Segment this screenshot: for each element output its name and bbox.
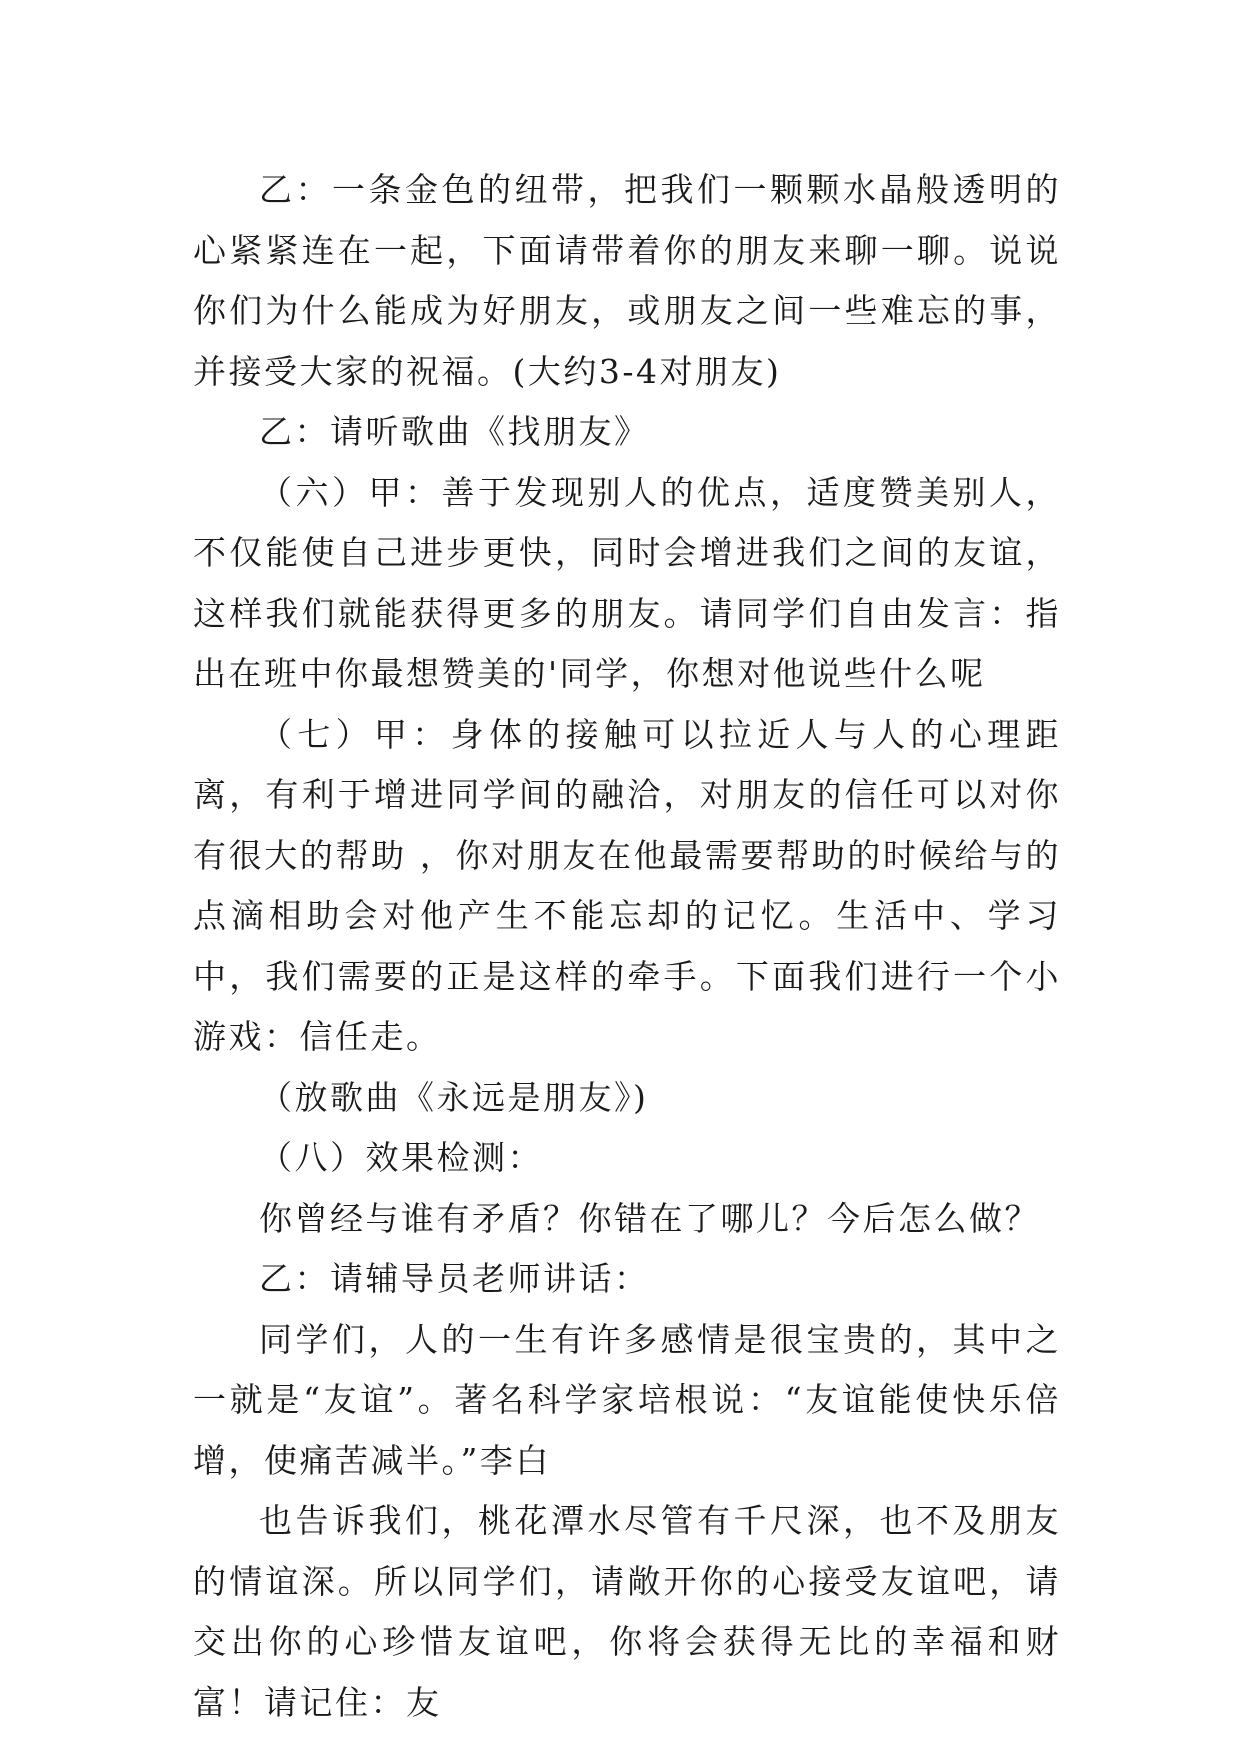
paragraph-7: 你曾经与谁有矛盾？你错在了哪儿？今后怎么做？ bbox=[259, 1198, 1040, 1238]
body-text bbox=[193, 160, 1061, 1733]
paragraph-1: 乙：一条金色的纽带，把我们一颗颗水晶般透明的心紧紧连在一起，下面请带着你的朋友来聊一聊。说说你们为什么能成为好朋友，或朋友之间一些难忘的事，并接受大家的祝福。(大约3-4对朋友) bbox=[193, 170, 1061, 391]
paragraph-4: （七）甲：身体的接触可以拉近人与人的心理距离，有利于增进同学间的融洽，对朋友的信任可以对你有很大的帮助 ，你对朋友在他最需要帮助的时候给与的点滴相助会对他产生不能忘却的记忆。生活中、学习中，我们需要的正是这样的牵手。下面我们进行一个小游戏：信任走。 bbox=[193, 714, 1061, 1056]
paragraph-10: 也告诉我们，桃花潭水尽管有千尺深，也不及朋友的情谊深。所以同学们，请敞开你的心接受友谊吧，请交出你的心珍惜友谊吧，你将会获得无比的幸福和财富！请记住：友 bbox=[193, 1501, 1061, 1722]
paragraph-9: 同学们，人的一生有许多感情是很宝贵的，其中之一就是“友谊”。著名科学家培根说：“友谊能使快乐倍增，使痛苦减半。”李白 bbox=[193, 1319, 1061, 1480]
paragraph-2: 乙：请听歌曲《找朋友》 bbox=[259, 412, 650, 451]
paragraph-3: （六）甲：善于发现别人的优点，适度赞美别人，不仅能使自己进步更快，同时会增进我们之间的友谊，这样我们就能获得更多的朋友。请同学们自由发言：指出在班中你最想赞美的'同学，你想对他说些什么呢 bbox=[193, 472, 1061, 693]
paragraph-6: （八）效果检测： bbox=[259, 1138, 543, 1177]
paragraph-5: （放歌曲《永远是朋友》) bbox=[259, 1077, 649, 1117]
paragraph-8: 乙：请辅导员老师讲话： bbox=[259, 1259, 650, 1298]
